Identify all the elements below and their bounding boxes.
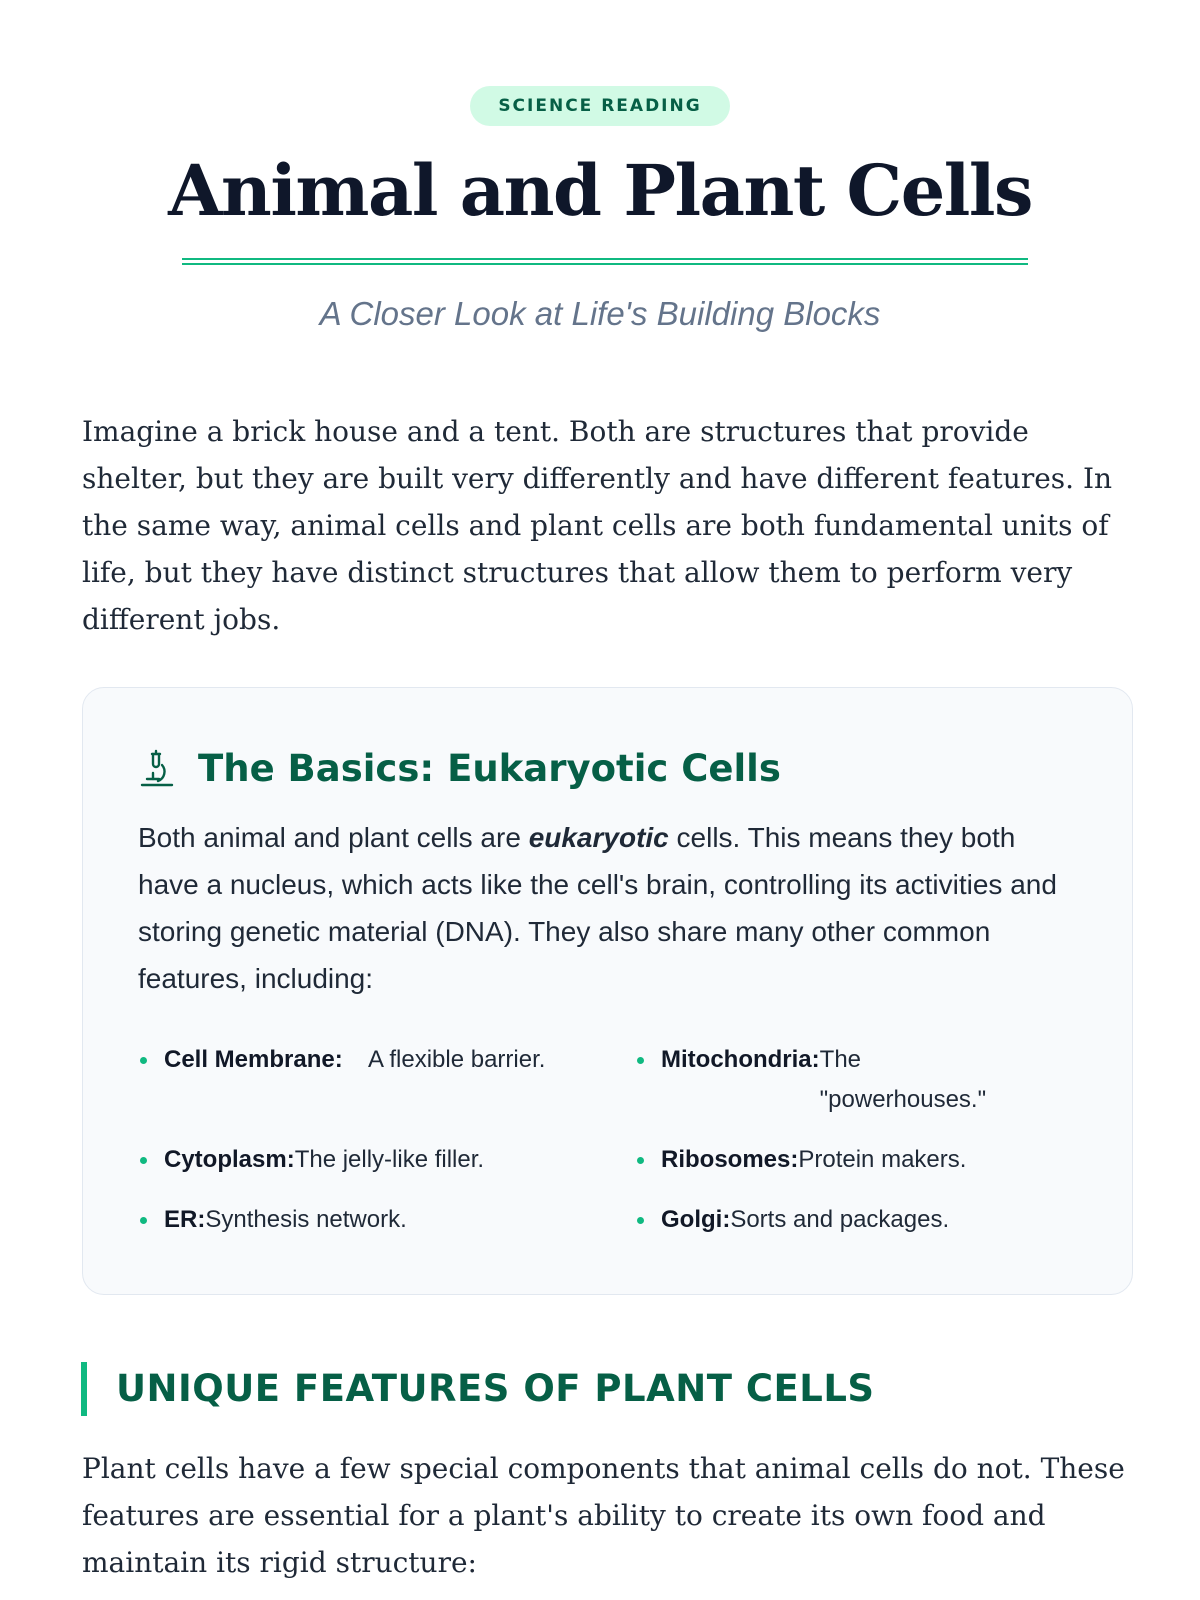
basics-heading <box>138 744 781 792</box>
basics-text-before: Both animal and plant cells are <box>138 822 529 853</box>
common-features-list <box>138 1040 1078 1240</box>
plant-section-paragraph: Plant cells have a few special components that animal cells do not. These features are essential for a plant's ability to create its own food and maintain its rigid structure: <box>82 1452 1125 1579</box>
bullet-dot <box>138 1200 164 1240</box>
title-double-rule <box>182 258 1028 265</box>
bullet-dot <box>635 1140 661 1180</box>
basics-text-after: cells. This means they both have a nucleus, which acts like the cell's brain, controlling its activities and storing genetic material (DNA). They also share many other common features, including: <box>138 822 1057 994</box>
feature-label: Cytoplasm: <box>164 1146 295 1173</box>
page-subtitle: A Closer Look at Life's Building Blocks <box>319 295 881 332</box>
feature-description: Protein makers. <box>798 1146 967 1173</box>
basics-heading-text: The Basics: Eukaryotic Cells <box>198 746 781 790</box>
feature-description: Sorts and packages. <box>730 1206 950 1233</box>
feature-label: ER: <box>164 1206 206 1233</box>
list-item <box>635 1040 1078 1120</box>
list-item <box>138 1040 635 1120</box>
list-item <box>138 1200 635 1240</box>
plant-section-heading: UNIQUE FEATURES OF PLANT CELLS <box>116 1367 875 1410</box>
bullet-dot <box>635 1200 661 1240</box>
basics-paragraph <box>138 814 1078 1002</box>
list-item <box>635 1140 1078 1180</box>
bullet-dot <box>138 1040 164 1080</box>
bullet-dot <box>635 1040 661 1080</box>
basics-card <box>82 687 1133 1295</box>
feature-label: Mitochondria: <box>661 1046 820 1073</box>
feature-label: Ribosomes: <box>661 1146 799 1173</box>
feature-description: The jelly-like filler. <box>294 1146 485 1173</box>
eukaryotic-term: eukaryotic <box>528 822 669 853</box>
list-item <box>635 1200 1078 1240</box>
feature-description: Synthesis network. <box>205 1206 407 1233</box>
list-item <box>138 1140 635 1180</box>
feature-label: Cell Membrane: <box>164 1046 343 1073</box>
bullet-dot <box>138 1140 164 1180</box>
page-title: Animal and Plant Cells <box>168 149 1032 232</box>
feature-label: Golgi: <box>661 1206 731 1233</box>
feature-description: A flexible barrier. <box>368 1046 546 1073</box>
feature-description: The "powerhouses." <box>819 1046 987 1113</box>
intro-paragraph: Imagine a brick house and a tent. Both are structures that provide shelter, but they are built very differently and have different features. In the same way, animal cells and plant cells are both fundamental units of life, but they have distinct structures that allow them to perform very different jobs. <box>82 415 1113 636</box>
section-accent-bar <box>81 1362 87 1416</box>
category-badge: SCIENCE READING <box>470 86 729 126</box>
badge-row <box>0 86 1200 126</box>
microscope-icon <box>138 748 176 788</box>
